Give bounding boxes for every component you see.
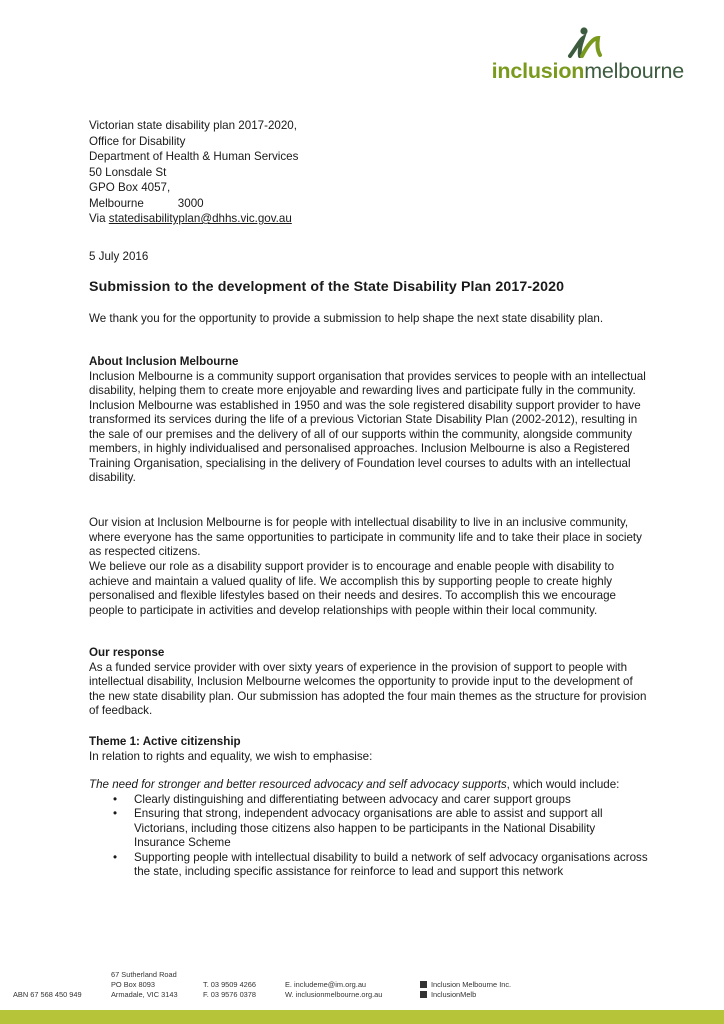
logo-text-inclusion: inclusion — [491, 59, 585, 83]
footer-phone: T. 03 9509 4266 — [203, 980, 257, 989]
via-label: Via — [89, 212, 106, 225]
intro-paragraph: We thank you for the opportunity to provide a submission to help shape the next state disability plan. — [89, 312, 604, 325]
response-heading: Our response — [89, 646, 165, 659]
about-heading: About Inclusion Melbourne — [89, 355, 239, 368]
recipient-address — [89, 118, 298, 227]
response-paragraph: As a funded service provider with over sixty years of experience in the provision of support to people with intellectual disability, Inclusion Melbourne welcomes the opportunity to provide input to the development of the new state disability plan. Our submission has adopted the four main themes as the structure for provision of feedback. — [89, 660, 647, 717]
needs-paragraph — [89, 778, 649, 793]
footer-email[interactable]: E. includeme@im.org.au — [285, 980, 367, 989]
footer-contact — [285, 980, 382, 1000]
email-link[interactable]: statedisabilityplan@dhhs.vic.gov.au — [108, 212, 292, 225]
needs-italic: The need for stronger and better resourced advocacy and self advocacy supports — [89, 778, 507, 791]
facebook-label: Inclusion Melbourne Inc. — [431, 980, 512, 989]
theme1-needs — [89, 778, 649, 880]
needs-rest: , which would include: — [506, 778, 620, 791]
theme1-heading: Theme 1: Active citizenship — [89, 735, 241, 748]
address-postcode: 3000 — [177, 196, 204, 210]
footer-abn: ABN 67 568 450 949 — [13, 990, 82, 999]
logo-wordmark — [492, 59, 684, 84]
bullet-item: • Supporting people with intellectual disability to build a network of self advocacy organisations across the state, including specific assistance for reinforce to lead and support this network — [134, 851, 649, 880]
logo-text-melbourne: melbourne — [584, 59, 684, 83]
bullet-item: • Clearly distinguishing and differentiating between advocacy and carer support groups — [134, 793, 649, 808]
instagram-icon — [420, 991, 427, 998]
footer-web[interactable]: W. inclusionmelbourne.org.au — [285, 990, 383, 999]
logo-mark-icon — [564, 26, 610, 60]
footer-instagram[interactable] — [420, 990, 511, 1000]
footer-suburb: Armadale, VIC 3143 — [111, 990, 178, 999]
inclusion-melbourne-logo — [484, 26, 684, 88]
bullet-item: • Ensuring that strong, independent advocacy organisations are able to assist and support all Victorians, including those citizens also happen to be participants in the National Disability Insurance Scheme — [134, 807, 649, 851]
address-city-line — [89, 196, 298, 212]
footer-facebook[interactable] — [420, 980, 511, 990]
address-via-line — [89, 211, 298, 227]
about-paragraph-1: Inclusion Melbourne is a community support organisation that provides services to people with an intellectual disability, helping them to create more enjoyable and rewarding lives and participate fully in the community. Inclusion Melbourne was established in 1950 and was the sole registered disability support provider to have transformed its services during the life of a previous Victorian State Disability Plan (2002-2012), resulting in the sale of our premises and the delivery of all of our supports within the community, alongside community members, in highly individualised and personalised approaches. Inclusion Melbourne is also a Registered Training Organisation, specialising in the delivery of Foundation level courses to adults with an intellectual disability. — [89, 369, 646, 484]
address-line: GPO Box 4057, — [89, 181, 171, 194]
address-line: Victorian state disability plan 2017-2020, — [89, 119, 297, 132]
role-paragraph: We believe our role as a disability support provider is to encourage and enable people with disability to achieve and maintain a valued quality of life. We accomplish this by supporting people to create highly personalised and flexible lifestyles based on their needs and desires. To accomplish this we encourage people to participate in activities and develop relationships with people within their local community. — [89, 560, 616, 617]
theme1-section — [89, 735, 649, 764]
address-line: Office for Disability — [89, 134, 186, 148]
footer-po-box: PO Box 8093 — [111, 980, 155, 989]
needs-bullet-list — [89, 793, 649, 880]
address-line: Department of Health & Human Services — [89, 150, 299, 163]
theme1-intro: In relation to rights and equality, we wish to emphasise: — [89, 749, 373, 763]
response-section — [89, 646, 649, 719]
address-line: 50 Lonsdale St — [89, 165, 167, 179]
about-section — [89, 355, 649, 486]
vision-paragraph: Our vision at Inclusion Melbourne is for people with intellectual disability to live in an inclusive community, where everyone has the same opportunities to participate in community life and to take their place in society as respected citizens. — [89, 516, 642, 558]
footer-street: 67 Sutherland Road — [111, 970, 177, 979]
footer-social — [420, 980, 511, 1000]
footer-postal-address — [111, 970, 178, 1000]
instagram-label: InclusionMelb — [431, 990, 477, 999]
address-city: Melbourne — [89, 196, 144, 210]
facebook-icon — [420, 981, 427, 988]
footer-color-bar — [0, 1010, 724, 1024]
document-title: Submission to the development of the State Disability Plan 2017-2020 — [89, 279, 565, 295]
footer-fax: F. 03 9576 0378 — [203, 990, 257, 999]
letter-date: 5 July 2016 — [89, 250, 149, 263]
footer-phone-fax — [203, 980, 256, 1000]
